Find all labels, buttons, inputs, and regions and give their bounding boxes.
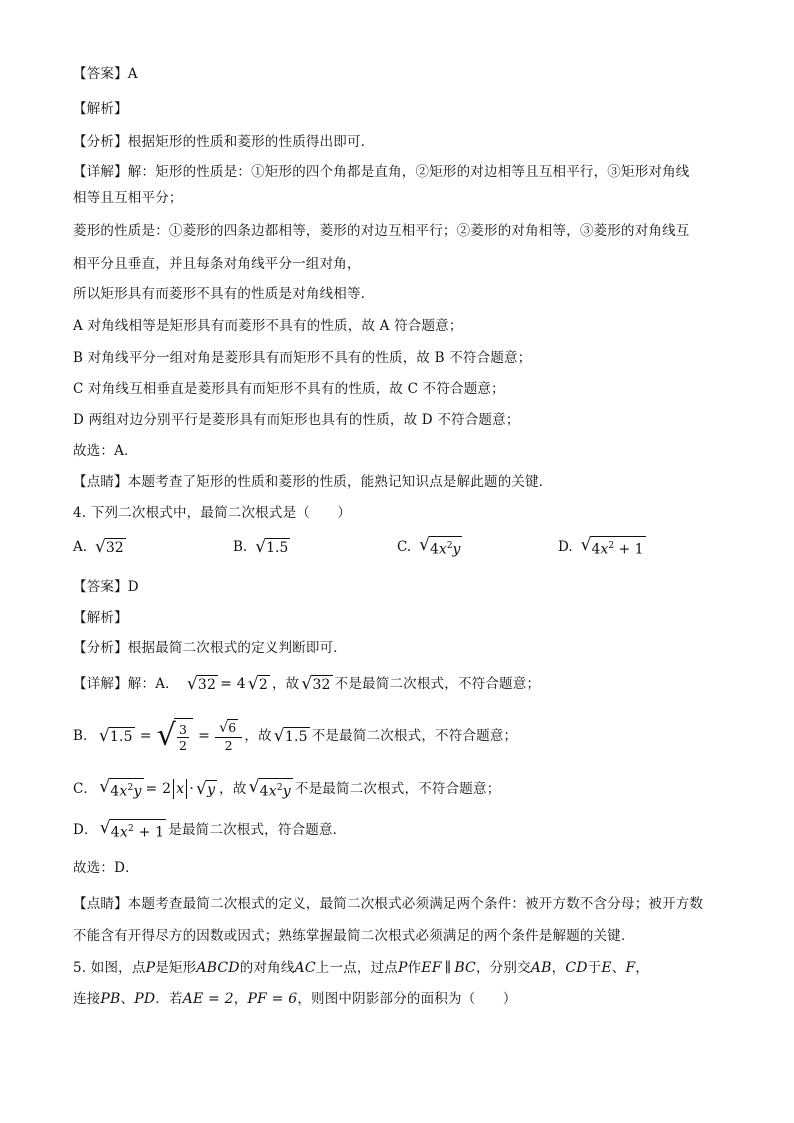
q4-option-c [397, 536, 464, 558]
q3-detail-option-b: B 对角线平分一组对角是菱形具有而矩形不具有的性质，故 B 不符合题意； [73, 350, 532, 366]
q4-option-d-label: D. [558, 538, 573, 555]
q4-comment-line-2: 不能含有开得尽方的因数或因式；熟练掌握最简二次根式必须满足的两个条件是解题的关键． [73, 928, 635, 944]
q4-detail-b: B． √ 1.5 = √ $\frac{3}{2}$ = √ 6 2 ，故 √ 1.5 不是最简二次根式，不符合题意； [73, 718, 518, 753]
q4-option-b-sqrt: √ 1.5 [255, 537, 289, 557]
q4-comment-line-1: 【点睛】本题考查最简二次根式的定义，最简二次根式必须满足两个条件：被开方数不含分母；被开方数 [73, 896, 704, 912]
q3-detail-line-1: 【详解】解：矩形的性质是：①矩形的四个角都是直角，②矩形的对边相等且互相平行，③矩形对角线 [73, 164, 690, 180]
q3-detail-option-c: C 对角线互相垂直是菱形具有而矩形不具有的性质，故 C 不符合题意； [73, 381, 505, 397]
q4-stem: 4. 下列二次根式中，最简二次根式是（ ） [73, 505, 352, 521]
q3-detail-line-2: 相等且互相平分； [73, 190, 183, 206]
q3-detail-option-a: A 对角线相等是矩形具有而菱形不具有的性质，故 A 符合题意； [73, 318, 463, 334]
q3-answer: 【答案】A [73, 66, 138, 82]
q4-analysis: 【分析】根据最简二次根式的定义判断即可． [73, 640, 347, 656]
q3-detail-line-5: 所以矩形具有而菱形不具有的性质是对角线相等． [73, 286, 375, 302]
q4-choose: 故选：D． [73, 860, 139, 876]
q4-detail-a: 【详解】解：A． √ 32 = 4 √ 2 ，故 √ 32 不是最简二次根式，不符合题意； [73, 674, 541, 694]
q3-detail-line-4: 相平分且垂直，并且每条对角线平分一组对角， [73, 256, 361, 272]
q3-choose: 故选：A． [73, 443, 138, 459]
q5-stem-line-1: 5. 如图，点 P 是矩形 ABCD 的对角线 AC 上一点，过点 P 作 EF ∥ BC ，分别交 AB ， CD 于 E 、 F ， [73, 960, 650, 976]
q3-jiexi-heading: 【解析】 [73, 101, 128, 117]
q4-answer: 【答案】D [73, 579, 139, 595]
q4-option-d-sqrt: √ $4x^2 + 1$ [580, 535, 644, 558]
q4-detail-c: C． √ $4x^2y$ = 2 x · √ y ，故 √ $4x^2y$ 不是最简二次根式，不符合题意； [73, 777, 501, 800]
q3-comment: 【点睛】本题考查了矩形的性质和菱形的性质，能熟记知识点是解此题的关键． [73, 474, 553, 490]
q3-detail-line-3: 菱形的性质是：①菱形的四条边都相等，菱形的对边互相平行；②菱形的对角相等，③菱形的对角线互 [73, 223, 690, 239]
q3-detail-option-d: D 两组对边分别平行是菱形具有而矩形也具有的性质，故 D 不符合题意； [73, 412, 520, 428]
q4-option-a-sqrt: √ 32 [95, 537, 124, 557]
q3-analysis: 【分析】根据矩形的性质和菱形的性质得出即可． [73, 134, 375, 150]
q4-option-c-label: C. [397, 538, 412, 555]
q5-stem-line-2: 连接 PB 、 PD ．若 AE = 2 ， PF = 6 ，则图中阴影部分的面积为（ ） [73, 991, 517, 1007]
q4-option-c-sqrt: √ $4x^2y$ [419, 535, 461, 558]
q4-jiexi-heading: 【解析】 [73, 610, 128, 626]
q4-option-d [558, 536, 648, 558]
q4-option-b [233, 538, 292, 556]
q4-option-b-label: B. [233, 539, 248, 555]
q4-option-a-label: A. [73, 539, 88, 555]
q4-detail-d: D． √ $4x^2 + 1$ 是最简二次根式，符合题意． [73, 818, 347, 841]
q4-option-a [73, 538, 128, 556]
